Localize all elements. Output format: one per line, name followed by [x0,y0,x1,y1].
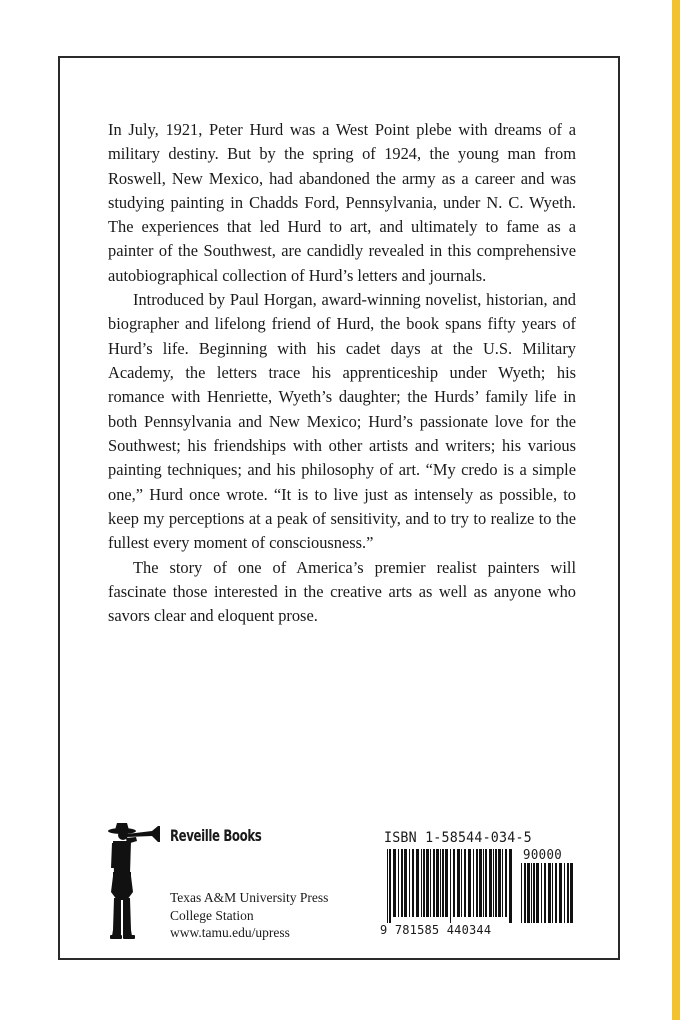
barcode-bar [552,863,553,923]
barcode-bar [564,863,565,923]
barcode-bar [416,849,419,917]
isbn-label: ISBN 1-58544-034-5 [384,830,532,846]
barcode-bar [426,849,429,917]
publisher-location: College Station [170,907,254,923]
barcode-bar [476,849,478,917]
barcode-bar [559,863,562,923]
barcode-bar [464,849,466,917]
barcode-bar [479,849,482,917]
price-addon-digits: 90000 [523,848,563,863]
barcode-bar [421,849,422,917]
barcode-bar [544,863,546,923]
barcode-bar [453,849,455,917]
barcode-bar [485,849,487,917]
barcode-bar [509,849,512,923]
barcode-bar [387,849,388,923]
barcode-bar [423,849,425,917]
publisher-url: www.tamu.edu/upress [170,925,290,940]
barcode-bar [489,849,492,917]
barcode-bar [570,863,573,923]
barcode-bar [555,863,557,923]
barcode-bar [541,863,542,923]
barcode-bar [389,849,391,923]
barcode-bar [533,863,535,923]
bugler-silhouette-icon [100,822,164,942]
barcode-bar [521,863,522,923]
ean-barcode [386,849,514,923]
barcode-bar [440,849,441,917]
barcode-bar [461,849,462,917]
blurb-paragraph-1: In July, 1921, Peter Hurd was a West Point plebe with dreams of a military destiny. But by the spring of 1924, the young man from Roswell, New Mexico, had abandoned the army as a career and was studying painting in Chadds Ford, Pennsylvania, under N. C. Wyeth. The experiences that led Hurd to art, and ultimately to fame as a painter of the Southwest, are candidly revealed in this comprehensive autobiographical collection of Hurd’s letters and journals. [108,120,576,285]
spine-edge-stripe [672,0,680,1020]
barcode-bar [412,849,414,917]
barcode-bar [457,849,460,917]
barcode-bar [445,849,448,917]
barcode-bar [468,849,471,917]
addon-barcode [520,863,574,923]
barcode-bar [450,849,451,923]
barcode-bar [524,863,526,923]
barcode-bar [548,863,551,923]
imprint-name: Reveille Books [170,826,262,845]
barcode-bar [404,849,407,917]
barcode-bar [430,849,431,917]
barcode-bar [527,863,530,923]
barcode-bar [398,849,399,917]
barcode-bar [493,849,494,917]
barcode-bar [536,863,539,923]
blurb-paragraph-2: Introduced by Paul Horgan, award-winning novelist, historian, and biographer and lifelong friend of Hurd, the book spans fifty years of Hurd’s life. Beginning with his cadet days at the U.S. Military Academy, the letters trace his apprenticeship under Wyeth; his romance with Henriette, Wyeth’s daughter; the Hurds’ family life in both Pennsylvania and New Mexico; Hurd’s passionate love for the Southwest; his friendships with other artists and writers; his various painting techniques; and his philosophy of art. “My credo is a simple one,” Hurd once wrote. “It is to live just as intensely as possible, to keep my perceptions at a peak of sensitivity, and to try to realize to the fullest every moment of consciousness.” [108,290,576,553]
barcode-bar [531,863,532,923]
barcode-bar [433,849,435,917]
barcode-bar [505,849,507,917]
barcode-bar [473,849,474,917]
barcode-bar [409,849,410,917]
barcode-bar [483,849,484,917]
barcode-bar [393,849,396,917]
publisher-name: Texas A&M University Press [170,890,329,905]
barcode-bar [498,849,501,917]
blurb-paragraph-3: The story of one of America’s premier realist painters will fascinate those interested in the creative arts as well as anyone who savors clear and eloquent prose. [108,557,576,626]
book-description [108,118,576,629]
barcode-bar [567,863,569,923]
barcode-bar [401,849,403,917]
barcode-bar [502,849,503,917]
barcode-bar [495,849,497,917]
barcode-bar [436,849,439,917]
ean-digits: 9 781585 440344 [380,922,492,937]
publisher-block [170,889,328,942]
barcode-bar [442,849,444,917]
